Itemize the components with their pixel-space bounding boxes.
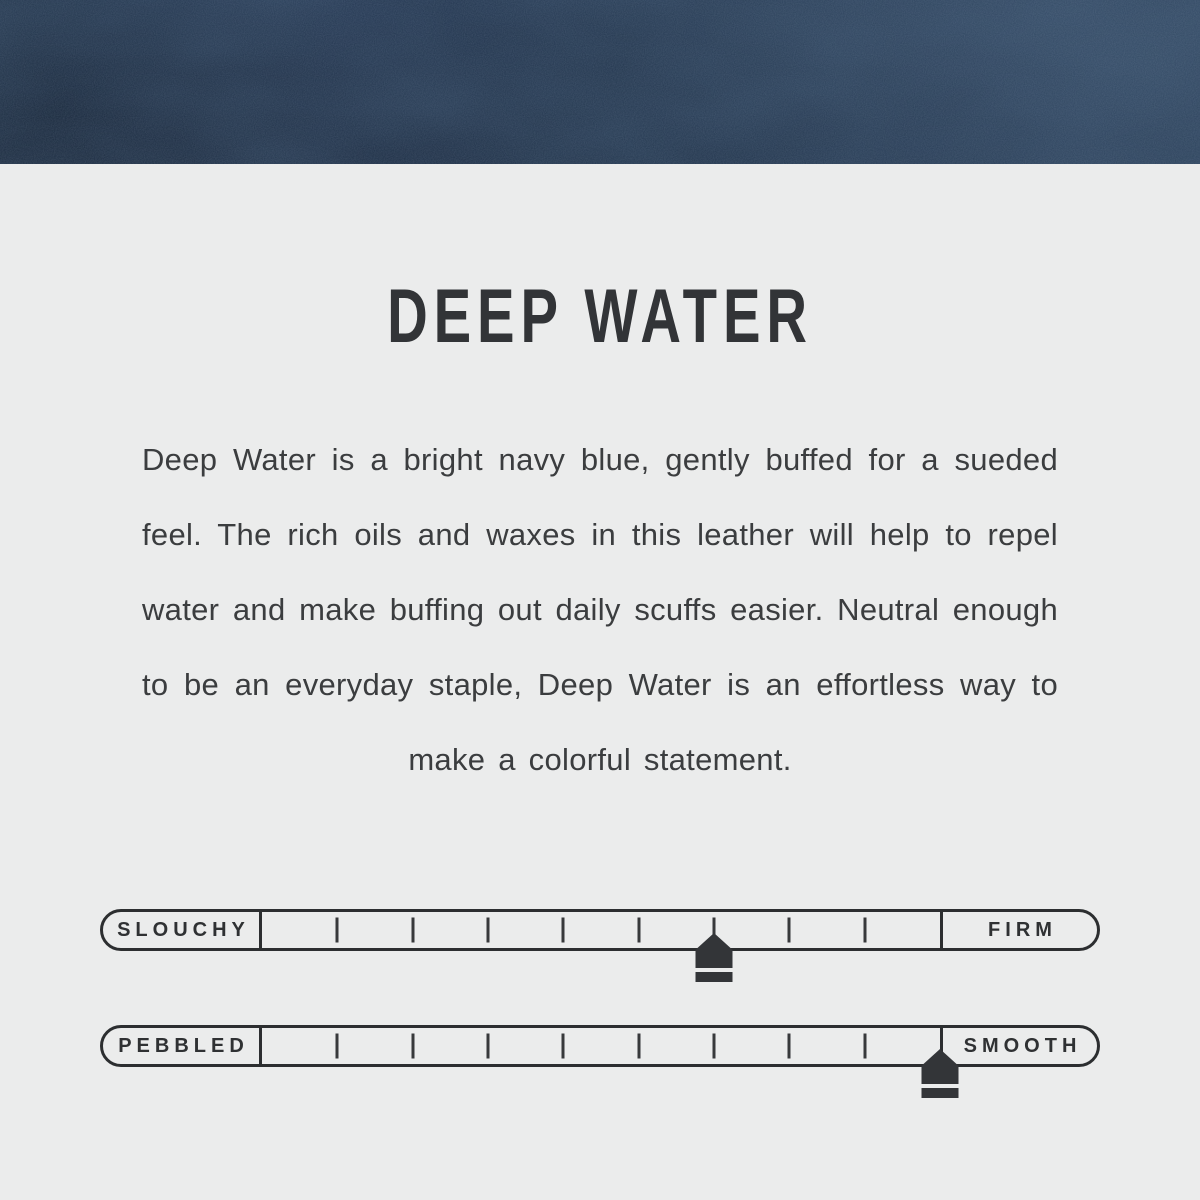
pebbled-smooth-track	[262, 1028, 940, 1064]
marker-base-bar	[922, 1088, 959, 1098]
slouchy-firm-scale	[100, 909, 1100, 951]
color-description-text: Deep Water is a bright navy blue, gently buffed for a sueded feel. The rich oils and waxes in this leather will help to repel water and make buffing out daily scuffs easier. Neutral enough to be an everyday staple, Deep Water is an effortless way to make a colorful statement.	[142, 442, 1058, 777]
firm-label: FIRM	[940, 912, 1097, 948]
scale-tick	[637, 918, 640, 943]
slouchy-firm-track	[262, 912, 940, 948]
scale-tick	[411, 1034, 414, 1059]
scale-tick	[788, 1034, 791, 1059]
scale-tick	[863, 918, 866, 943]
slouchy-label: SLOUCHY	[103, 912, 262, 948]
pebbled-label: PEBBLED	[103, 1028, 262, 1064]
scale-tick	[336, 1034, 339, 1059]
smooth-label: SMOOTH	[940, 1028, 1097, 1064]
scale-tick	[411, 918, 414, 943]
marker-base-bar	[696, 972, 733, 982]
scale-tick	[713, 1034, 716, 1059]
marker-pointer-icon	[696, 933, 733, 968]
scale-tick	[637, 1034, 640, 1059]
marker-pointer-icon	[922, 1049, 959, 1084]
pebbled-smooth-scale	[100, 1025, 1100, 1067]
scale-tick	[562, 1034, 565, 1059]
pebbled-smooth-marker[interactable]	[922, 1049, 959, 1098]
leather-grain-texture	[0, 0, 1200, 164]
slouchy-firm-marker[interactable]	[696, 933, 733, 982]
scale-tick	[336, 918, 339, 943]
scale-tick	[562, 918, 565, 943]
scale-tick	[487, 918, 490, 943]
color-name-title: DEEP WATER	[387, 274, 813, 359]
scale-tick	[487, 1034, 490, 1059]
scale-tick	[863, 1034, 866, 1059]
scale-tick	[788, 918, 791, 943]
leather-swatch-banner	[0, 0, 1200, 164]
